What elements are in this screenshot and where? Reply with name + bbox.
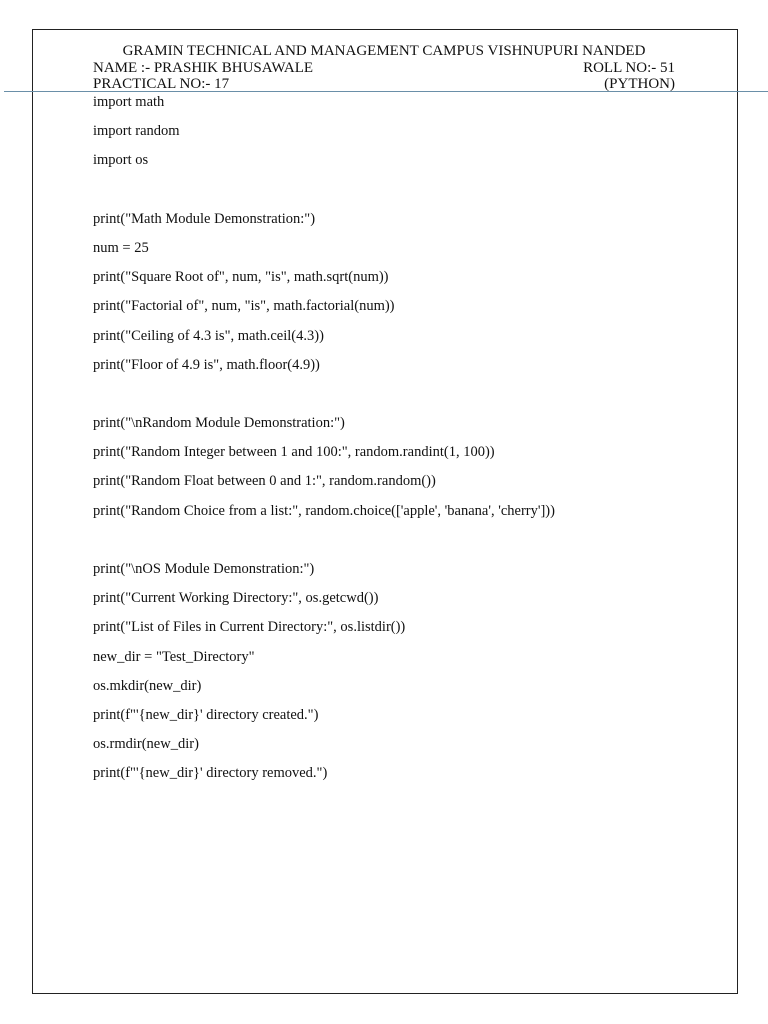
code-line: print(f"'{new_dir}' directory removed.") [93,765,328,782]
code-line: import os [93,152,149,169]
code-line: print("List of Files in Current Directory:", os.listdir()) [93,619,406,636]
code-line: print("Ceiling of 4.3 is", math.ceil(4.3)) [93,327,324,344]
code-line: print(f"'{new_dir}' directory created.") [93,706,319,723]
code-line [93,531,713,560]
code-line: print("Random Choice from a list:", random.choice(['apple', 'banana', 'cherry'])) [93,502,555,519]
code-line: print("Random Integer between 1 and 100:", random.randint(1, 100)) [93,444,495,461]
code-line: print("\nRandom Module Demonstration:") [93,415,345,432]
code-line [93,181,713,210]
code-line: print("\nOS Module Demonstration:") [93,561,315,577]
code-listing [93,93,713,794]
code-line [93,385,713,414]
roll-number: ROLL NO:- 51 [583,60,675,76]
code-line: print("Math Module Demonstration:") [93,210,316,227]
code-line: print("Factorial of", num, "is", math.factorial(num)) [93,298,395,315]
code-line: print("Current Working Directory:", os.getcwd()) [93,590,379,607]
code-line: os.rmdir(new_dir) [93,736,199,753]
institution-title-text: GRAMIN TECHNICAL AND MANAGEMENT CAMPUS VISHNUPURI NANDED [122,43,646,59]
language-label: (PYTHON) [604,76,675,92]
code-line: new_dir = "Test_Directory" [93,648,255,665]
code-line: import math [93,94,165,110]
code-line: print("Random Float between 0 and 1:", random.random()) [93,473,436,490]
practical-number: PRACTICAL NO:- 17 [93,76,230,92]
code-line: import random [93,123,180,140]
code-line: num = 25 [93,239,149,256]
code-line: os.mkdir(new_dir) [93,677,202,694]
student-name: NAME :- PRASHIK BHUSAWALE [93,60,314,76]
code-line: print("Floor of 4.9 is", math.floor(4.9)) [93,356,320,373]
institution-title [0,42,768,60]
code-line: print("Square Root of", num, "is", math.sqrt(num)) [93,269,389,286]
